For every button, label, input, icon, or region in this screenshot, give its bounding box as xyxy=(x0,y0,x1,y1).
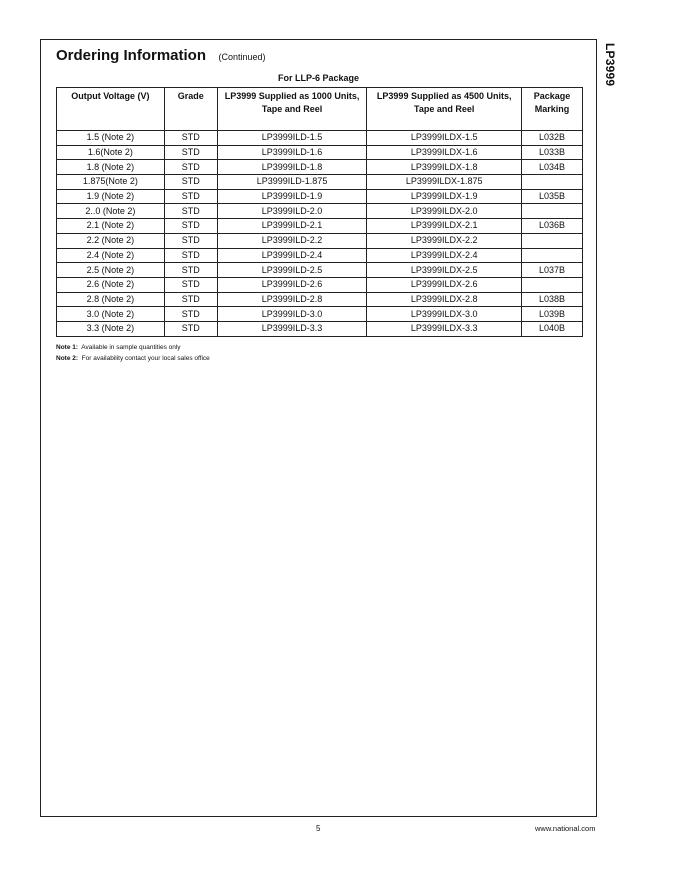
cell-package-marking xyxy=(522,175,583,190)
ordering-table xyxy=(56,87,583,337)
col-grade: Grade xyxy=(164,88,217,131)
cell-grade: STD xyxy=(164,248,217,263)
cell-part-1000: LP3999ILD-1.8 xyxy=(217,160,367,175)
cell-part-4500: LP3999ILDX-2.4 xyxy=(367,248,522,263)
footer-website[interactable]: www.national.com xyxy=(535,824,596,833)
cell-grade: STD xyxy=(164,233,217,248)
cell-part-1000: LP3999ILD-1.875 xyxy=(217,175,367,190)
cell-grade: STD xyxy=(164,204,217,219)
table-row xyxy=(57,307,583,322)
cell-part-4500: LP3999ILDX-2.5 xyxy=(367,263,522,278)
cell-output-voltage: 1.8 (Note 2) xyxy=(57,160,165,175)
cell-package-marking: L032B xyxy=(522,131,583,146)
cell-part-1000: LP3999ILD-2.0 xyxy=(217,204,367,219)
cell-package-marking: L040B xyxy=(522,321,583,336)
col-4500-units: LP3999 Supplied as 4500 Units, Tape and Reel xyxy=(367,88,522,131)
cell-package-marking: L036B xyxy=(522,219,583,234)
col-1000-units: LP3999 Supplied as 1000 Units, Tape and Reel xyxy=(217,88,367,131)
cell-part-1000: LP3999ILD-1.6 xyxy=(217,145,367,160)
table-row xyxy=(57,277,583,292)
cell-package-marking: L033B xyxy=(522,145,583,160)
table-row xyxy=(57,321,583,336)
cell-output-voltage: 2.2 (Note 2) xyxy=(57,233,165,248)
cell-part-1000: LP3999ILD-2.8 xyxy=(217,292,367,307)
page-number: 5 xyxy=(316,824,321,833)
cell-package-marking xyxy=(522,204,583,219)
cell-package-marking: L035B xyxy=(522,189,583,204)
cell-part-1000: LP3999ILD-1.5 xyxy=(217,131,367,146)
cell-part-4500: LP3999ILDX-3.3 xyxy=(367,321,522,336)
table-row xyxy=(57,189,583,204)
cell-grade: STD xyxy=(164,277,217,292)
cell-package-marking xyxy=(522,248,583,263)
cell-output-voltage: 2..0 (Note 2) xyxy=(57,204,165,219)
cell-output-voltage: 2.1 (Note 2) xyxy=(57,219,165,234)
cell-part-4500: LP3999ILDX-2.0 xyxy=(367,204,522,219)
note-label: Note 1: xyxy=(56,344,79,351)
cell-part-1000: LP3999ILD-2.1 xyxy=(217,219,367,234)
cell-part-4500: LP3999ILDX-1.6 xyxy=(367,145,522,160)
cell-grade: STD xyxy=(164,175,217,190)
table-row xyxy=(57,263,583,278)
note-text: For availability contact your local sales office xyxy=(81,355,210,362)
cell-output-voltage: 1.9 (Note 2) xyxy=(57,189,165,204)
cell-grade: STD xyxy=(164,219,217,234)
table-caption: For LLP-6 Package xyxy=(277,73,360,83)
cell-part-1000: LP3999ILD-3.3 xyxy=(217,321,367,336)
cell-grade: STD xyxy=(164,321,217,336)
table-row xyxy=(57,204,583,219)
cell-package-marking: L034B xyxy=(522,160,583,175)
cell-output-voltage: 2.4 (Note 2) xyxy=(57,248,165,263)
note-text: Available in sample quantities only xyxy=(81,344,181,351)
cell-grade: STD xyxy=(164,263,217,278)
cell-part-1000: LP3999ILD-1.9 xyxy=(217,189,367,204)
table-header-row xyxy=(57,88,583,131)
cell-part-4500: LP3999ILDX-3.0 xyxy=(367,307,522,322)
cell-grade: STD xyxy=(164,189,217,204)
table-row xyxy=(57,175,583,190)
side-part-label xyxy=(598,39,620,119)
cell-part-4500: LP3999ILDX-2.6 xyxy=(367,277,522,292)
cell-grade: STD xyxy=(164,292,217,307)
cell-part-1000: LP3999ILD-2.5 xyxy=(217,263,367,278)
cell-part-4500: LP3999ILDX-1.8 xyxy=(367,160,522,175)
cell-output-voltage: 2.8 (Note 2) xyxy=(57,292,165,307)
cell-part-4500: LP3999ILDX-1.5 xyxy=(367,131,522,146)
cell-grade: STD xyxy=(164,160,217,175)
col-output-voltage: Output Voltage (V) xyxy=(57,88,165,131)
table-row xyxy=(57,160,583,175)
cell-output-voltage: 2.5 (Note 2) xyxy=(57,263,165,278)
table-row xyxy=(57,219,583,234)
col-package-marking: Package Marking xyxy=(522,88,583,131)
table-row xyxy=(57,145,583,160)
cell-part-1000: LP3999ILD-2.2 xyxy=(217,233,367,248)
cell-output-voltage: 2.6 (Note 2) xyxy=(57,277,165,292)
cell-package-marking xyxy=(522,277,583,292)
cell-grade: STD xyxy=(164,145,217,160)
cell-grade: STD xyxy=(164,131,217,146)
note-2 xyxy=(56,353,210,364)
note-label: Note 2: xyxy=(56,355,79,362)
cell-output-voltage: 1.6(Note 2) xyxy=(57,145,165,160)
cell-package-marking: L037B xyxy=(522,263,583,278)
table-row xyxy=(57,248,583,263)
cell-output-voltage: 3.3 (Note 2) xyxy=(57,321,165,336)
note-1 xyxy=(56,342,210,353)
cell-part-1000: LP3999ILD-3.0 xyxy=(217,307,367,322)
cell-package-marking: L039B xyxy=(522,307,583,322)
title-main: Ordering Information xyxy=(56,47,206,64)
cell-part-4500: LP3999ILDX-1.9 xyxy=(367,189,522,204)
title-continued: (Continued) xyxy=(218,52,266,62)
cell-grade: STD xyxy=(164,307,217,322)
table-row xyxy=(57,131,583,146)
table-body xyxy=(57,131,583,337)
table-row xyxy=(57,233,583,248)
cell-output-voltage: 1.5 (Note 2) xyxy=(57,131,165,146)
cell-part-4500: LP3999ILDX-2.1 xyxy=(367,219,522,234)
cell-package-marking xyxy=(522,233,583,248)
cell-part-1000: LP3999ILD-2.4 xyxy=(217,248,367,263)
cell-part-4500: LP3999ILDX-2.2 xyxy=(367,233,522,248)
cell-part-4500: LP3999ILDX-2.8 xyxy=(367,292,522,307)
notes xyxy=(56,342,210,364)
table-row xyxy=(57,292,583,307)
cell-output-voltage: 3.0 (Note 2) xyxy=(57,307,165,322)
cell-part-4500: LP3999ILDX-1.875 xyxy=(367,175,522,190)
cell-package-marking: L038B xyxy=(522,292,583,307)
page-frame xyxy=(40,39,597,817)
cell-output-voltage: 1.875(Note 2) xyxy=(57,175,165,190)
page-title xyxy=(56,47,265,65)
cell-part-1000: LP3999ILD-2.6 xyxy=(217,277,367,292)
side-label-text: LP3999 xyxy=(603,43,617,87)
